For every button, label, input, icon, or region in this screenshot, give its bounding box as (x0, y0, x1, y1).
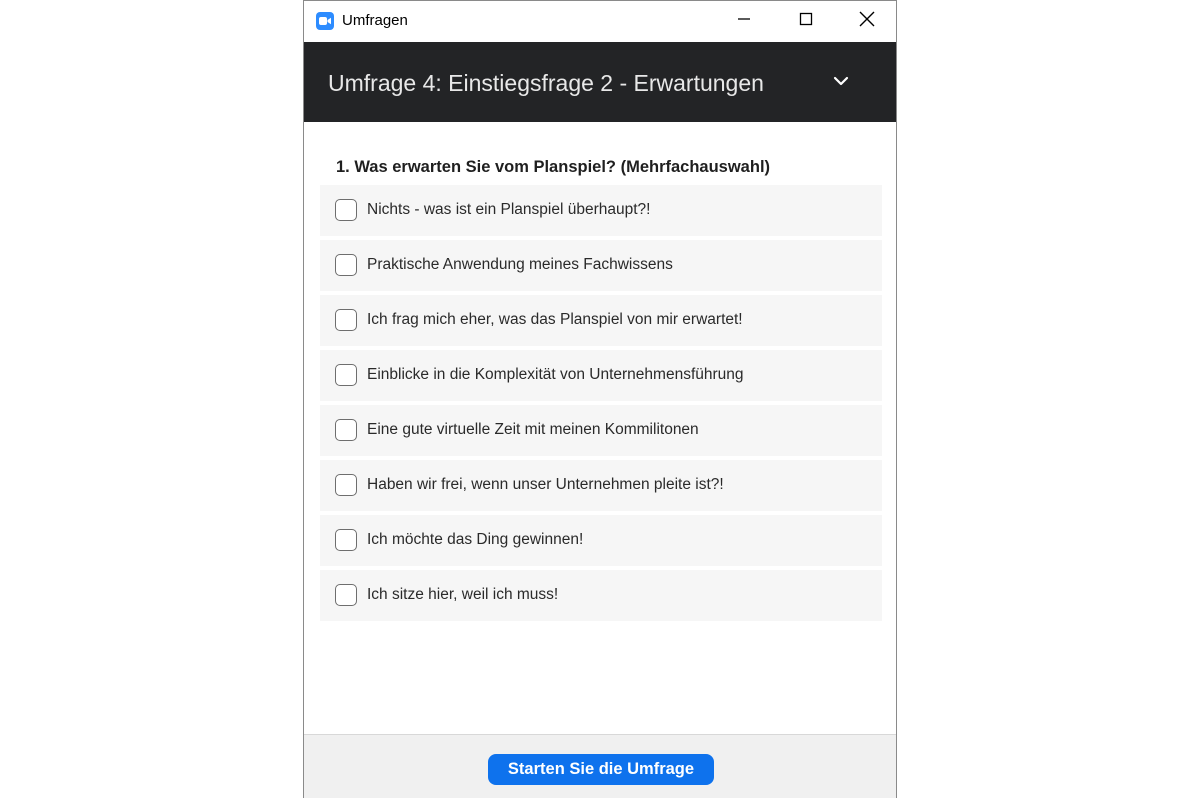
poll-footer (304, 734, 896, 798)
checkbox[interactable] (335, 419, 357, 441)
chevron-down-icon[interactable] (832, 74, 850, 88)
checkbox[interactable] (335, 364, 357, 386)
start-poll-button[interactable]: Starten Sie die Umfrage (488, 754, 714, 785)
option-item[interactable] (320, 460, 882, 511)
title-bar[interactable] (304, 1, 896, 42)
checkbox[interactable] (335, 199, 357, 221)
options-list (320, 185, 882, 625)
maximize-button[interactable] (775, 1, 837, 42)
checkbox[interactable] (335, 529, 357, 551)
zoom-camera-icon (316, 12, 334, 30)
option-item[interactable] (320, 350, 882, 401)
poll-title: Umfrage 4: Einstiegsfrage 2 - Erwartungen (328, 70, 764, 96)
option-item[interactable] (320, 570, 882, 621)
maximize-icon (799, 12, 813, 31)
checkbox[interactable] (335, 474, 357, 496)
option-label: Nichts - was ist ein Planspiel überhaupt?! (367, 201, 651, 218)
minimize-button[interactable] (713, 1, 775, 42)
checkbox[interactable] (335, 309, 357, 331)
checkbox[interactable] (335, 254, 357, 276)
poll-header (304, 42, 896, 122)
option-label: Einblicke in die Komplexität von Unternehmensführung (367, 366, 744, 383)
close-icon (859, 11, 875, 32)
option-label: Eine gute virtuelle Zeit mit meinen Kommilitonen (367, 421, 699, 438)
option-item[interactable] (320, 240, 882, 291)
checkbox[interactable] (335, 584, 357, 606)
option-label: Haben wir frei, wenn unser Unternehmen pleite ist?! (367, 476, 724, 493)
poll-window (303, 0, 897, 798)
question-text: 1. Was erwarten Sie vom Planspiel? (Mehrfachauswahl) (336, 158, 771, 176)
window-title: Umfragen (342, 12, 408, 29)
minimize-icon (737, 12, 751, 31)
option-item[interactable] (320, 295, 882, 346)
option-item[interactable] (320, 405, 882, 456)
option-label: Ich sitze hier, weil ich muss! (367, 586, 559, 603)
close-button[interactable] (836, 1, 897, 42)
option-item[interactable] (320, 185, 882, 236)
option-label: Ich frag mich eher, was das Planspiel von mir erwartet! (367, 311, 743, 328)
option-label: Praktische Anwendung meines Fachwissens (367, 256, 673, 273)
option-label: Ich möchte das Ding gewinnen! (367, 531, 584, 548)
option-item[interactable] (320, 515, 882, 566)
